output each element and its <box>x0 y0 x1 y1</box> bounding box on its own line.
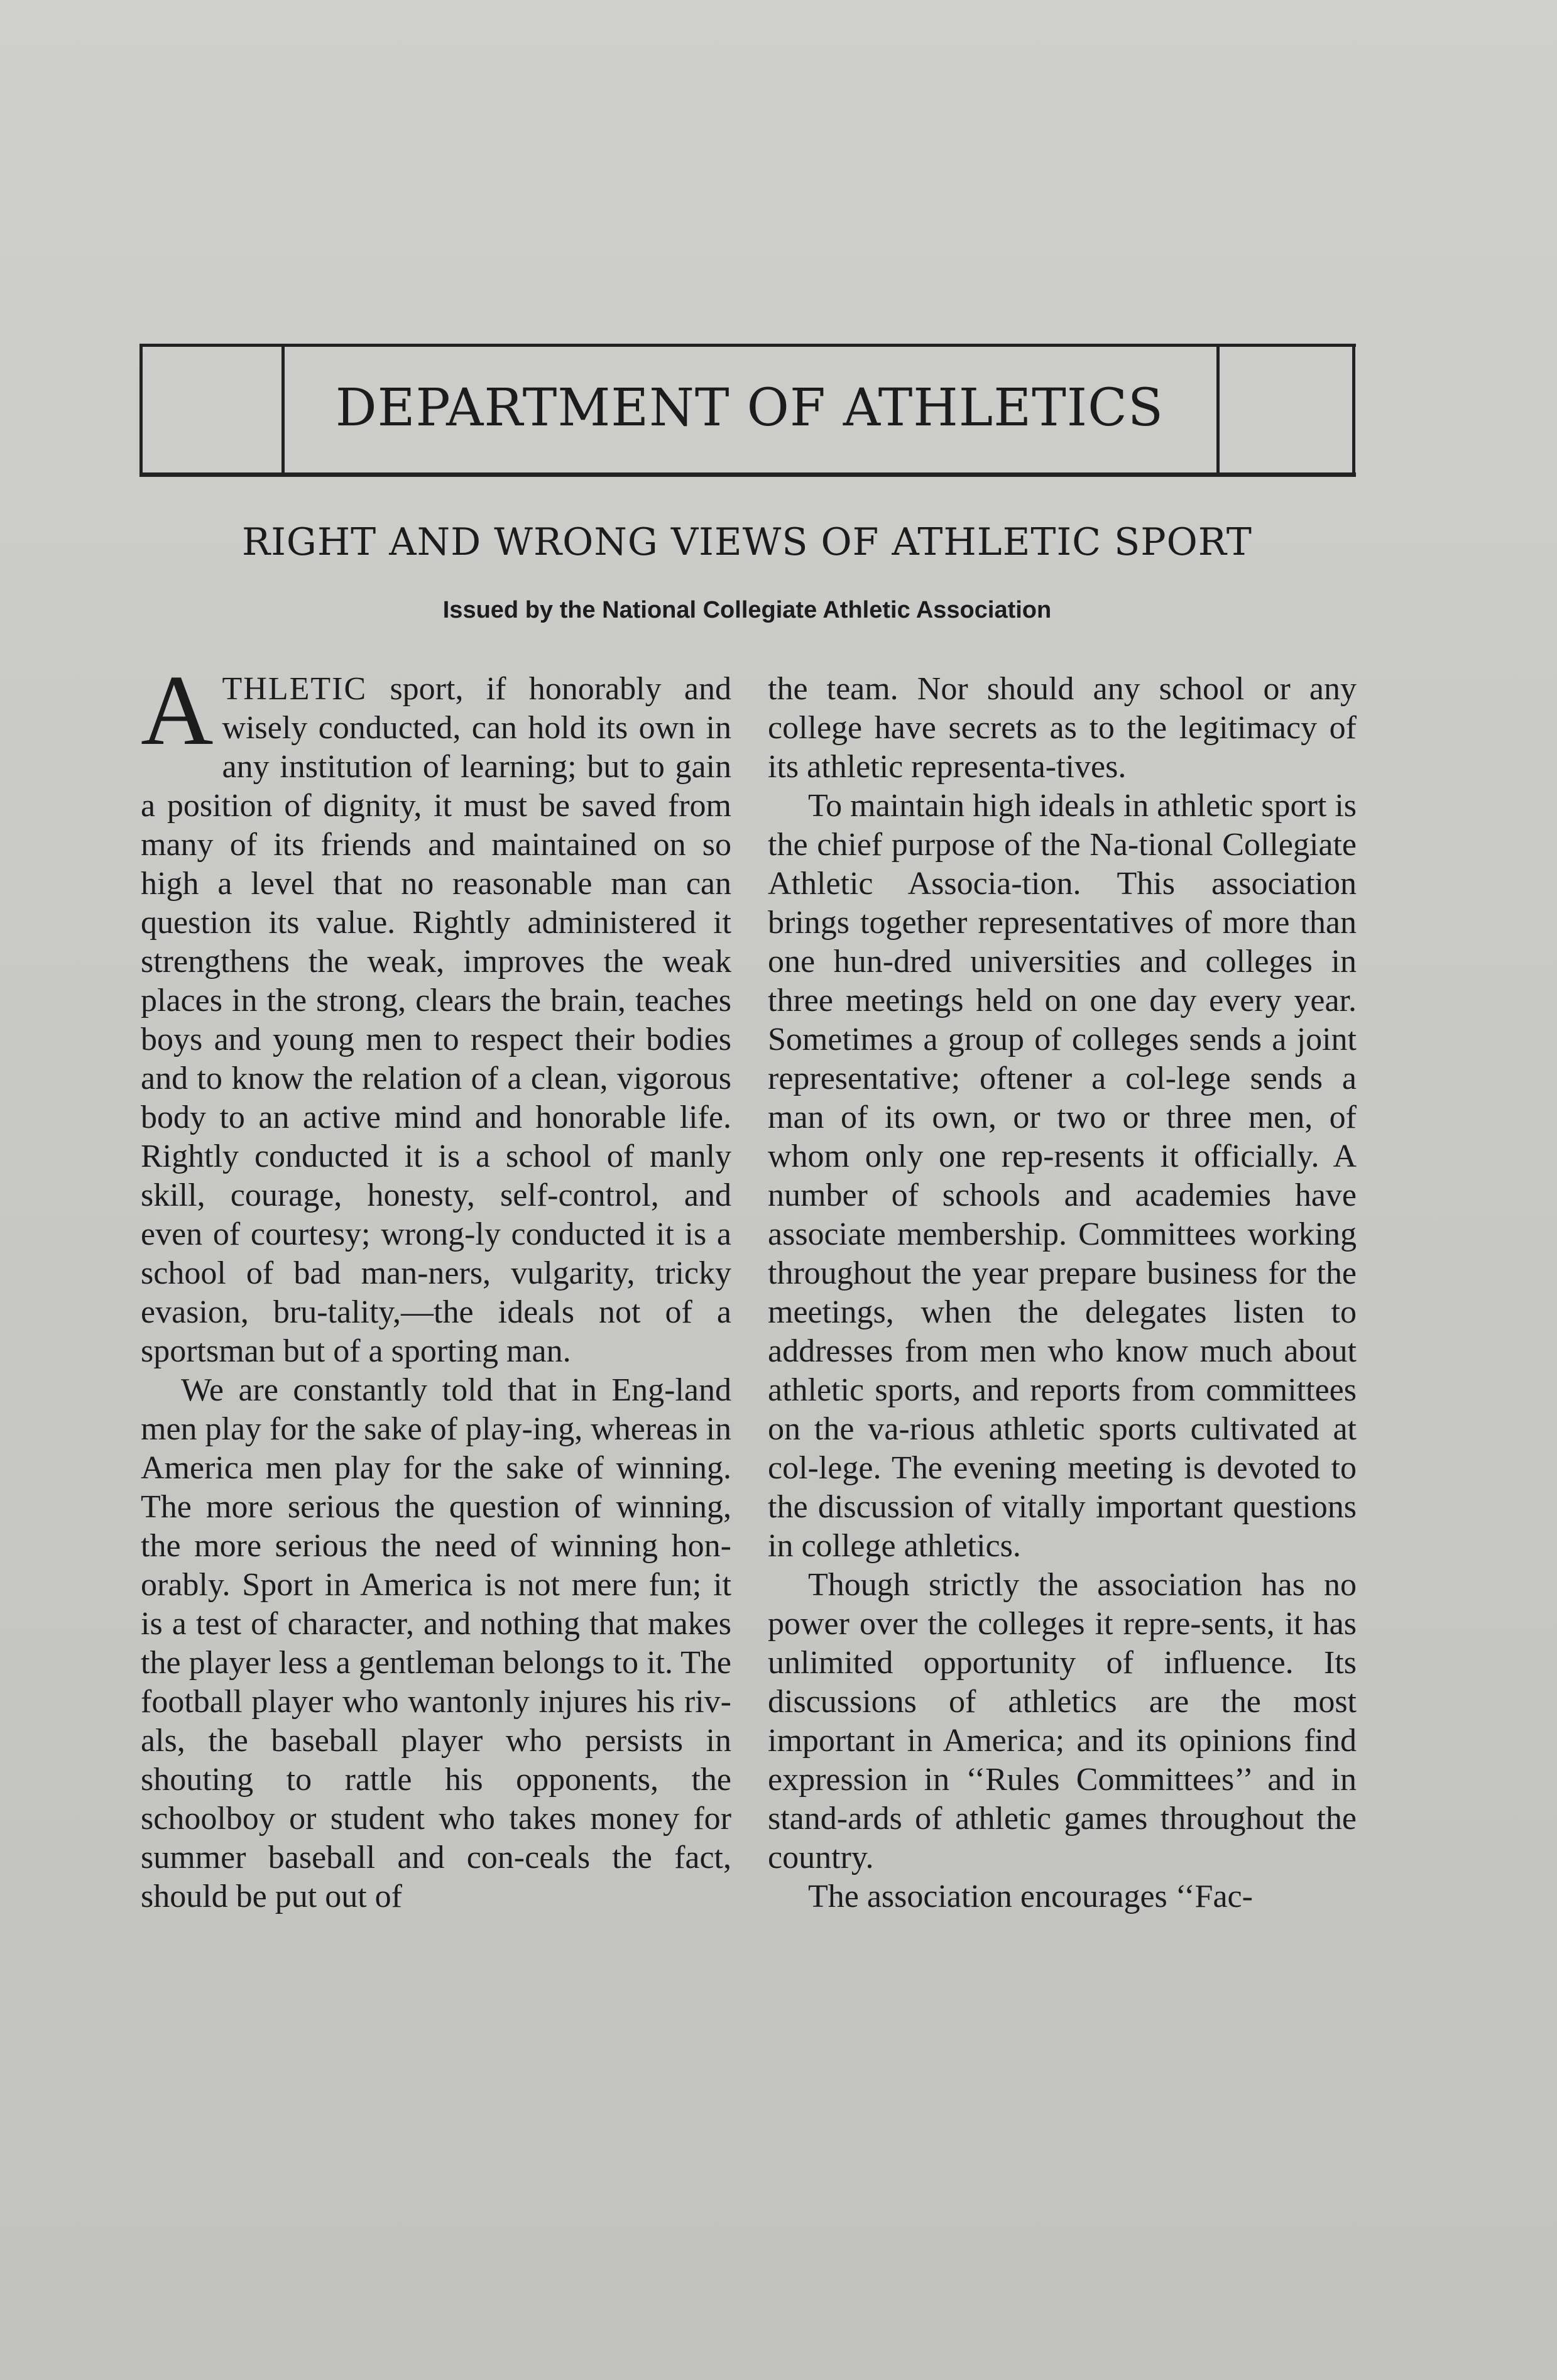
paragraph: To maintain high ideals in athletic sport is the chief purpose of the Na-tional Collegiate Athletic Associa-tion. This association brings together representatives of more than one hun-dred universities and colleges in three meetings held on one day every year. Sometimes a group of colleges sends a joint representative; oftener a col-lege sends a man of its own, or two or three men, of whom only one rep-resents it officially. A number of schools and academies have associate membership. Committees working throughout the year prepare business for the meetings, when the delegates listen to addresses from men who know much about athletic sports, and reports from committees on the va-rious athletic sports cultivated at col-lege. The evening meeting is devoted to the discussion of vitally important questions in college athletics. <box>768 788 1357 1564</box>
paragraph: We are constantly told that in Eng-land men play for the sake of play-ing, whereas in America men play for the sake of winning. The more serious the question of winning, the more serious the need of winning hon-orably. Sport in America is not mere fun; it is a test of character, and nothing that makes the player less a gentleman belongs to it. The football player who wantonly injures his riv-als, the baseball player who persists in shouting to rattle his opponents, the schoolboy or student who takes money for summer baseball and con-ceals the fact, should be put out of <box>141 1372 732 1914</box>
article-byline: Issued by the National Collegiate Athletic Association <box>442 597 1052 623</box>
right-column <box>768 670 1357 1916</box>
article-title: RIGHT AND WRONG VIEWS OF ATHLETIC SPORT <box>242 520 1252 564</box>
opening-caps: THLETIC <box>222 671 368 707</box>
paragraph <box>141 654 731 1371</box>
header-rule-outer-left <box>139 344 143 477</box>
paragraph: Though strictly the association has no power over the colleges it repre-sents, it has unlimited opportunity of influence. Its discussions of athletics are the most important in America; and its opinions find expression in ‘‘Rules Committees’’ and in stand-ards of athletic games throughout the country. <box>768 1567 1357 1875</box>
drop-cap: A <box>141 654 214 766</box>
paragraph-text: sport, if honorably and wisely conducted, can hold its own in any institution of learning; but to gain a position of dignity, it must be saved from many of its friends and maintained on so high a level that no reasonable man can question its value. Rightly administered it strengthens the weak, improves the weak places in the strong, clears the brain, teaches boys and young men to respect their bodies and to know the relation of a clean, vigorous body to an active mind and honorable life. Rightly conducted it is a school of manly skill, courage, honesty, self-control, and even of courtesy; wrong-ly conducted it is a school of bad man-ners, vulgarity, tricky evasion, bru-tality,—the ideals not of a sportsman but of a sporting man. <box>141 671 731 1369</box>
header-rule-outer-right <box>1352 344 1355 477</box>
header-rule-inner-right <box>1216 344 1220 477</box>
left-column <box>141 654 732 1916</box>
paragraph: The association encourages ‘‘Fac- <box>808 1879 1253 1914</box>
paragraph: the team. Nor should any school or any college have secrets as to the legitimacy of its athletic representa-tives. <box>768 671 1357 785</box>
department-title: DEPARTMENT OF ATHLETICS <box>335 378 1164 438</box>
